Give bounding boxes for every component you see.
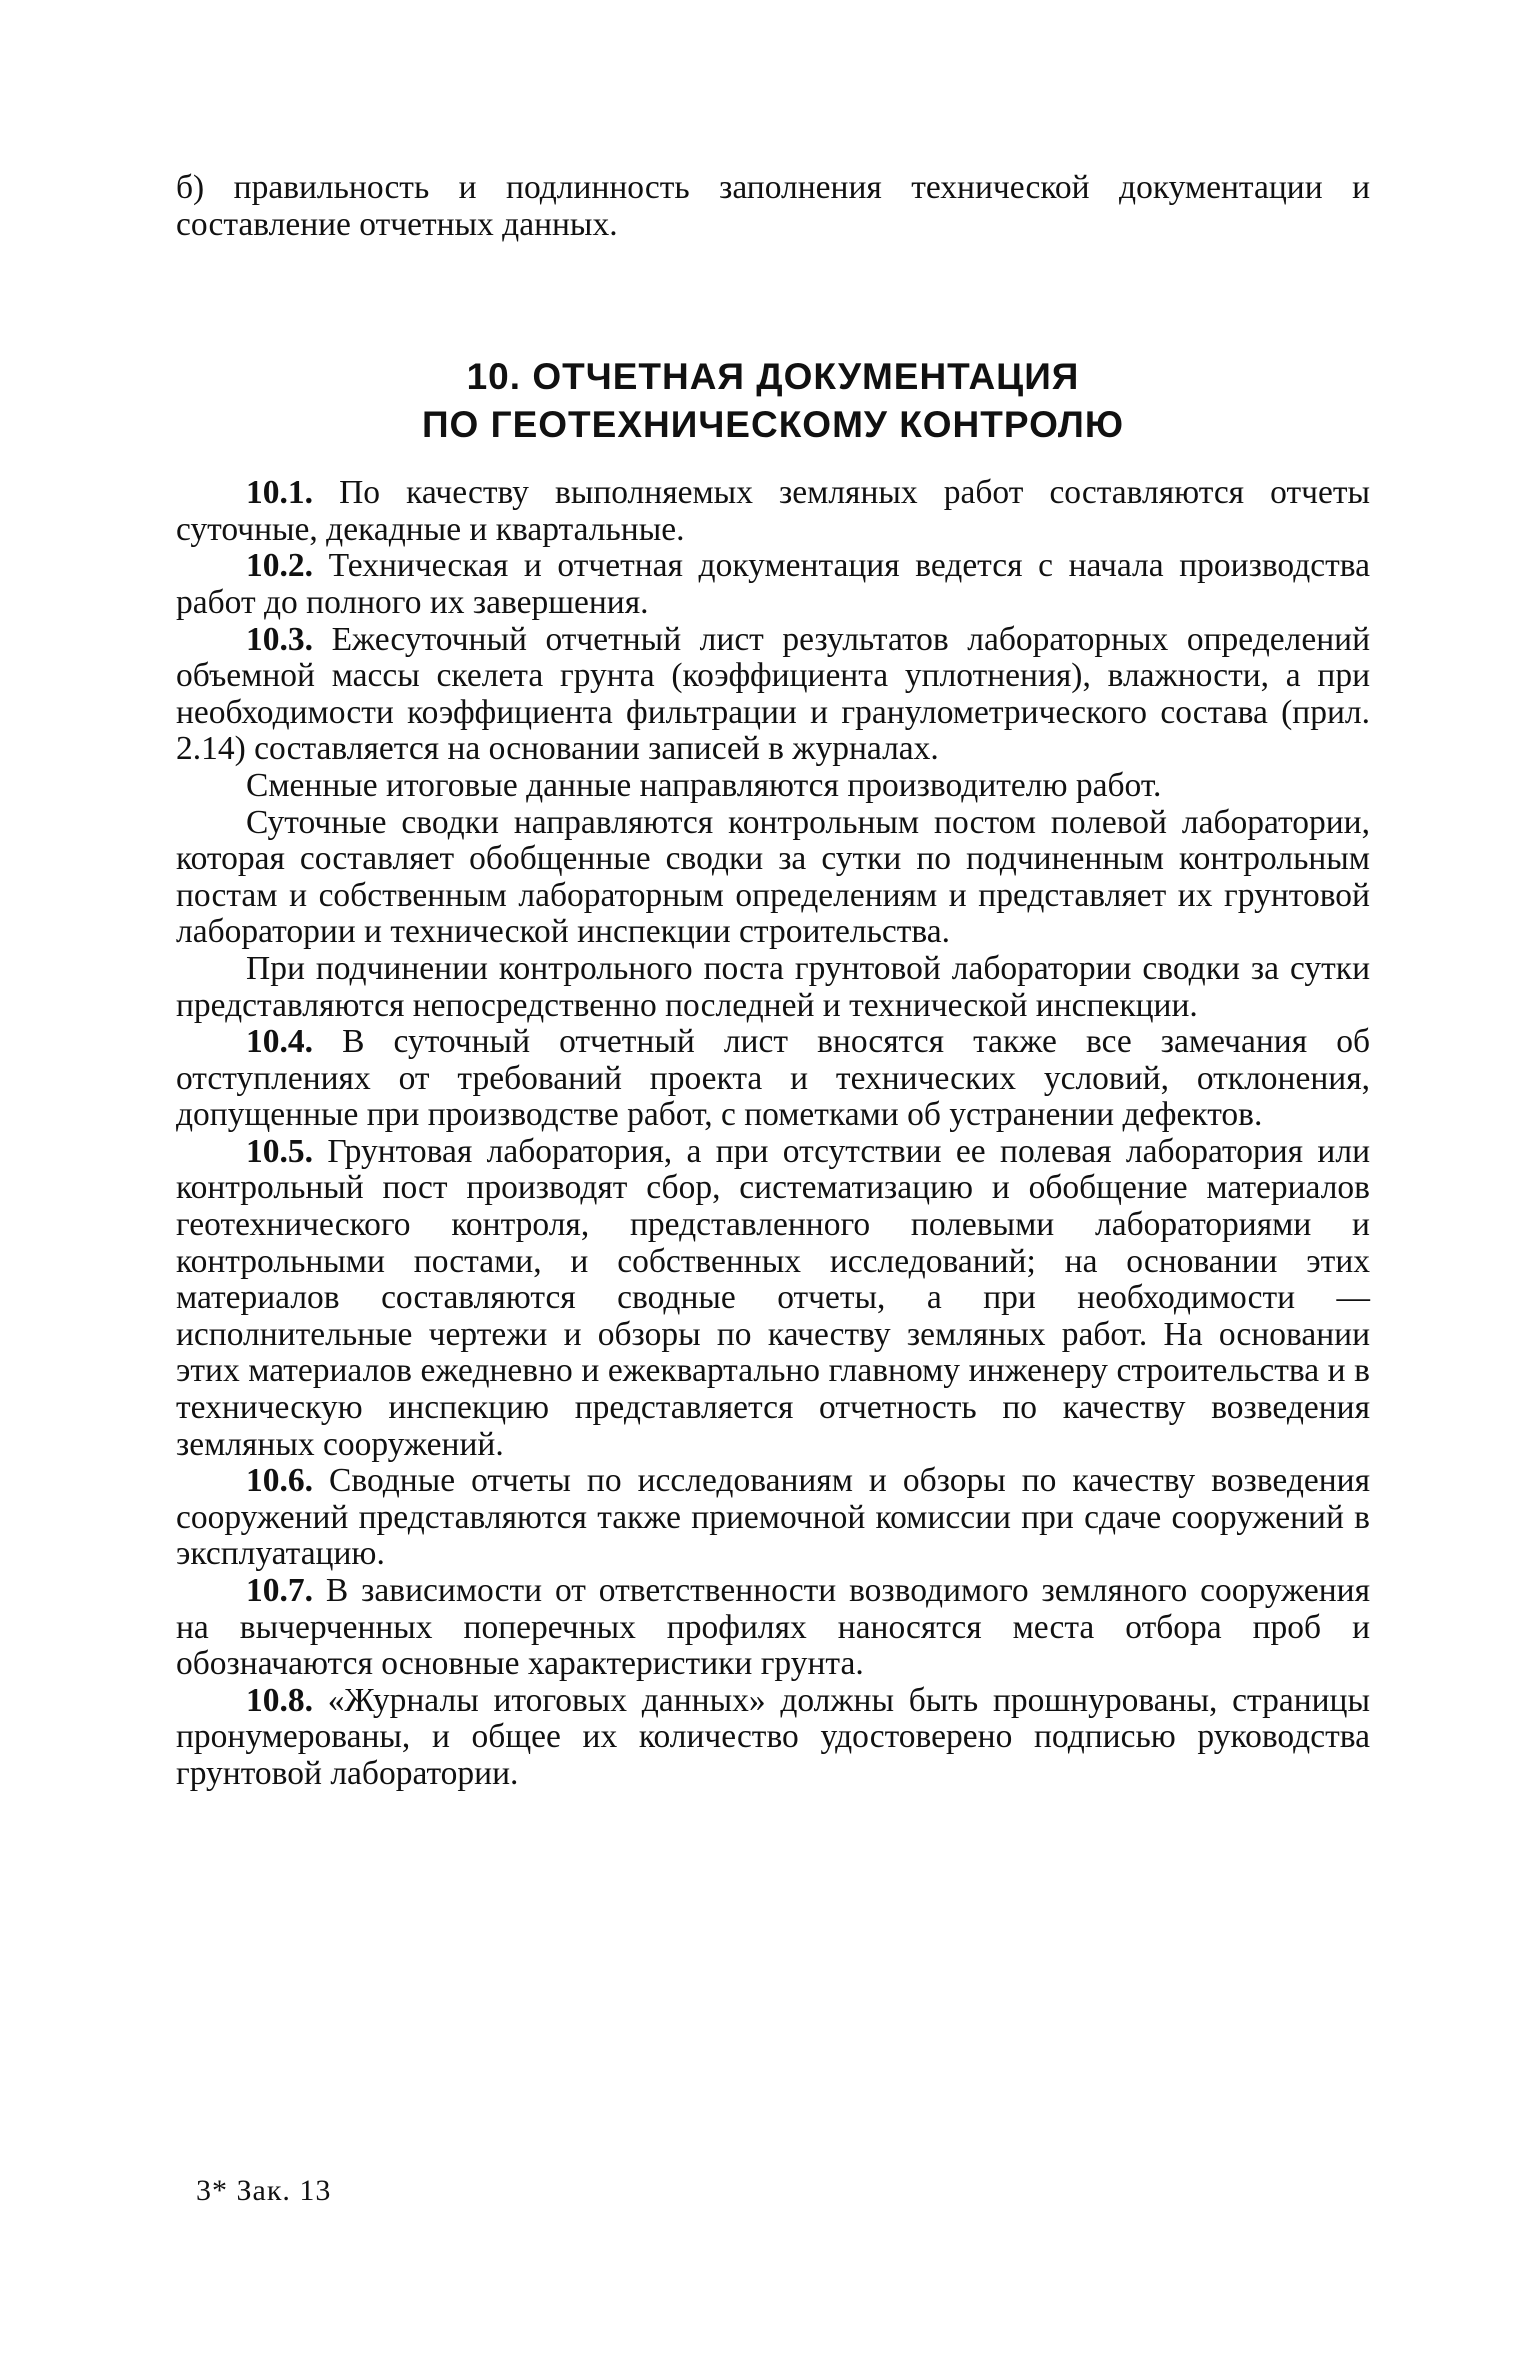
paragraph-10-6: [176, 1463, 1370, 1573]
paragraph-10-5: [176, 1134, 1370, 1463]
clause-number: 10.5.: [246, 1132, 313, 1170]
intro-paragraph: б) правильность и подлинность заполнения технической документации и составление отчетных данных.: [176, 169, 1370, 243]
paragraph-text: В зависимости от ответственности возводимого земляного сооружения на вычерченных поперечных профилях наносятся места отбора проб и обозначаются основные характеристики грунта.: [176, 1572, 1370, 1683]
paragraph-text: Ежесуточный отчетный лист результатов лабораторных определений объемной массы скелета грунта (коэффициента уплотнения), влажности, а при необходимости коэффициента фильтрации и гранулометрического состава (прил. 2.14) составляется на основании записей в журналах.: [176, 620, 1370, 768]
paragraph-10-3: [176, 622, 1370, 768]
paragraph-text: Суточные сводки направляются контрольным постом полевой лаборатории, которая составляет обобщенные сводки за сутки по подчиненным контрольным постам и собственным лабораторным определениям и представляет их грунтовой лаборатории и технической инспекции строительства.: [176, 803, 1370, 951]
clause-number: 10.2.: [246, 547, 313, 585]
paragraph-text: Грунтовая лаборатория, а при отсутствии ее полевая лаборатория или контрольный пост производят сбор, систематизацию и обобщение материалов геотехнического контроля, представленного полевыми лабораториями и контрольными постами, и собственных исследований; на основании этих материалов составляются сводные отчеты, а при необходимости — исполнительные чертежи и обзоры по качеству земляных работ. На основании этих материалов ежедневно и ежеквартально главному инженеру строительства и в техническую инспекцию представляется отчетность по качеству возведения земляных сооружений.: [176, 1132, 1370, 1463]
paragraph-10-2: [176, 548, 1370, 621]
page-content: [176, 170, 1370, 1793]
clause-number: 10.6.: [246, 1462, 313, 1500]
clause-number: 10.8.: [246, 1681, 313, 1719]
paragraph-10-8: [176, 1683, 1370, 1793]
paragraph-text: В суточный отчетный лист вносятся также все замечания об отступлениях от требований проекта и технических условий, отклонения, допущенные при производстве работ, с пометками об устранении дефектов.: [176, 1023, 1371, 1134]
paragraph-text: Техническая и отчетная документация ведется с начала производства работ до полного их завершения.: [176, 547, 1370, 621]
paragraph-10-1: [176, 475, 1370, 548]
paragraph-text: По качеству выполняемых земляных работ составляются отчеты суточные, декадные и квартальные.: [176, 474, 1370, 548]
paragraph-daily-summaries: [176, 805, 1370, 951]
section-heading: [176, 353, 1370, 449]
heading-line-2: ПО ГЕОТЕХНИЧЕСКОМУ КОНТРОЛЮ: [421, 404, 1125, 446]
paragraph-shift-data: [176, 768, 1370, 805]
paragraph-10-7: [176, 1573, 1370, 1683]
clause-number: 10.3.: [246, 620, 313, 658]
paragraph-text: Сводные отчеты по исследованиям и обзоры по качеству возведения сооружений представляются также приемочной комиссии при сдаче сооружений в эксплуатацию.: [176, 1462, 1370, 1573]
clause-number: 10.7.: [246, 1572, 313, 1609]
heading-line-1: 10. ОТЧЕТНАЯ ДОКУМЕНТАЦИЯ: [466, 356, 1080, 398]
paragraph-text: «Журналы итоговых данных» должны быть прошнурованы, страницы пронумерованы, и общее их количество удостоверено подписью руководства грунтовой лаборатории.: [176, 1681, 1370, 1792]
paragraph-text: Сменные итоговые данные направляются производителю работ.: [246, 766, 1162, 804]
clause-number: 10.1.: [246, 474, 313, 512]
paragraph-text: При подчинении контрольного поста грунтовой лаборатории сводки за сутки представляются непосредственно последней и технической инспекции.: [176, 949, 1370, 1024]
paragraph-subordination: [176, 951, 1370, 1024]
page-footer: 3* Зак. 13: [196, 2174, 332, 2207]
clause-number: 10.4.: [246, 1023, 313, 1061]
paragraph-10-4: [176, 1024, 1370, 1134]
